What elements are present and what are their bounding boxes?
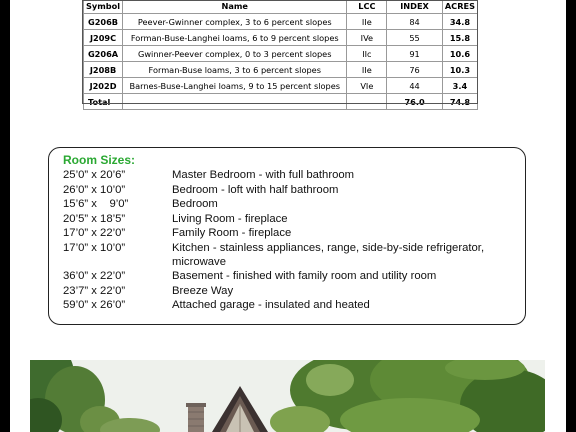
room-description: Master Bedroom - with full bathroom <box>172 169 355 181</box>
room-dimensions: 17’0” x 10’0” <box>63 241 126 254</box>
room-dimensions: 25’0” x 20’6” <box>63 169 126 181</box>
column-header-symbol: Symbol <box>84 0 123 14</box>
room-sizes-box <box>48 147 526 325</box>
acres-cell: 15.8 <box>442 30 477 46</box>
soil-table <box>83 0 478 110</box>
room-description: Breeze Way <box>172 284 234 297</box>
total-index: 76.0 <box>387 94 443 110</box>
room-dimensions: 15’6” x 9’0” <box>63 198 129 210</box>
index-cell: 44 <box>387 78 443 94</box>
property-photo <box>30 360 545 432</box>
total-name-cell <box>123 94 347 110</box>
table-row <box>84 46 478 62</box>
column-header-acres: ACRES <box>442 0 477 14</box>
lcc-cell: IVe <box>347 30 387 46</box>
symbol-cell: G206B <box>84 14 123 30</box>
symbol-cell: J208B <box>84 62 123 78</box>
room-dimensions: 26’0” x 10’0” <box>63 183 126 196</box>
room-description: Kitchen - stainless appliances, range, side-by-side refrigerator, microwave <box>172 241 485 268</box>
acres-cell: 10.6 <box>442 46 477 62</box>
table-row <box>84 62 478 78</box>
lcc-cell: VIe <box>347 78 387 94</box>
total-row <box>84 94 478 110</box>
acres-cell: 10.3 <box>442 62 477 78</box>
index-cell: 84 <box>387 14 443 30</box>
lcc-cell: IIe <box>347 14 387 30</box>
symbol-cell: J209C <box>84 30 123 46</box>
total-label: Total <box>84 94 123 110</box>
room-description: Attached garage - insulated and heated <box>172 299 370 311</box>
lcc-cell: IIc <box>347 46 387 62</box>
index-cell: 91 <box>387 46 443 62</box>
room-dimensions: 59’0” x 26’0” <box>63 299 126 311</box>
room-description: Bedroom <box>172 198 218 210</box>
column-header-name: Name <box>123 0 347 14</box>
column-header-index: INDEX <box>387 0 443 14</box>
table-row <box>84 14 478 30</box>
room-dimensions: 20’5” x 18’5” <box>63 212 126 225</box>
room-dimensions: 36’0” x 22’0” <box>63 270 126 282</box>
symbol-cell: G206A <box>84 46 123 62</box>
name-cell: Gwinner-Peever complex, 0 to 3 percent slopes <box>123 46 347 62</box>
lcc-cell: IIe <box>347 62 387 78</box>
soil-table-header-row <box>84 0 478 14</box>
listing-page <box>10 0 566 432</box>
name-cell: Forman-Buse-Langhei loams, 6 to 9 percent slopes <box>123 30 347 46</box>
total-lcc-cell <box>347 94 387 110</box>
name-cell: Peever-Gwinner complex, 3 to 6 percent slopes <box>123 14 347 30</box>
symbol-cell: J202D <box>84 78 123 94</box>
name-cell: Barnes-Buse-Langhei loams, 9 to 15 percent slopes <box>123 78 347 94</box>
room-dimensions: 23’7” x 22’0” <box>63 284 126 297</box>
index-cell: 55 <box>387 30 443 46</box>
room-description: Basement - finished with family room and utility room <box>172 270 437 282</box>
room-description: Family Room - fireplace <box>172 227 292 239</box>
room-description: Bedroom - loft with half bathroom <box>172 183 339 196</box>
table-row <box>84 78 478 94</box>
index-cell: 76 <box>387 62 443 78</box>
name-cell: Forman-Buse loams, 3 to 6 percent slopes <box>123 62 347 78</box>
acres-cell: 3.4 <box>442 78 477 94</box>
total-acres: 74.8 <box>442 94 477 110</box>
room-description: Living Room - fireplace <box>172 212 288 225</box>
column-header-lcc: LCC <box>347 0 387 14</box>
acres-cell: 34.8 <box>442 14 477 30</box>
house-among-trees-illustration <box>30 360 545 432</box>
table-row <box>84 30 478 46</box>
room-dimensions: 17’0” x 22’0” <box>63 227 126 239</box>
room-sizes-title: Room Sizes: <box>63 153 136 167</box>
